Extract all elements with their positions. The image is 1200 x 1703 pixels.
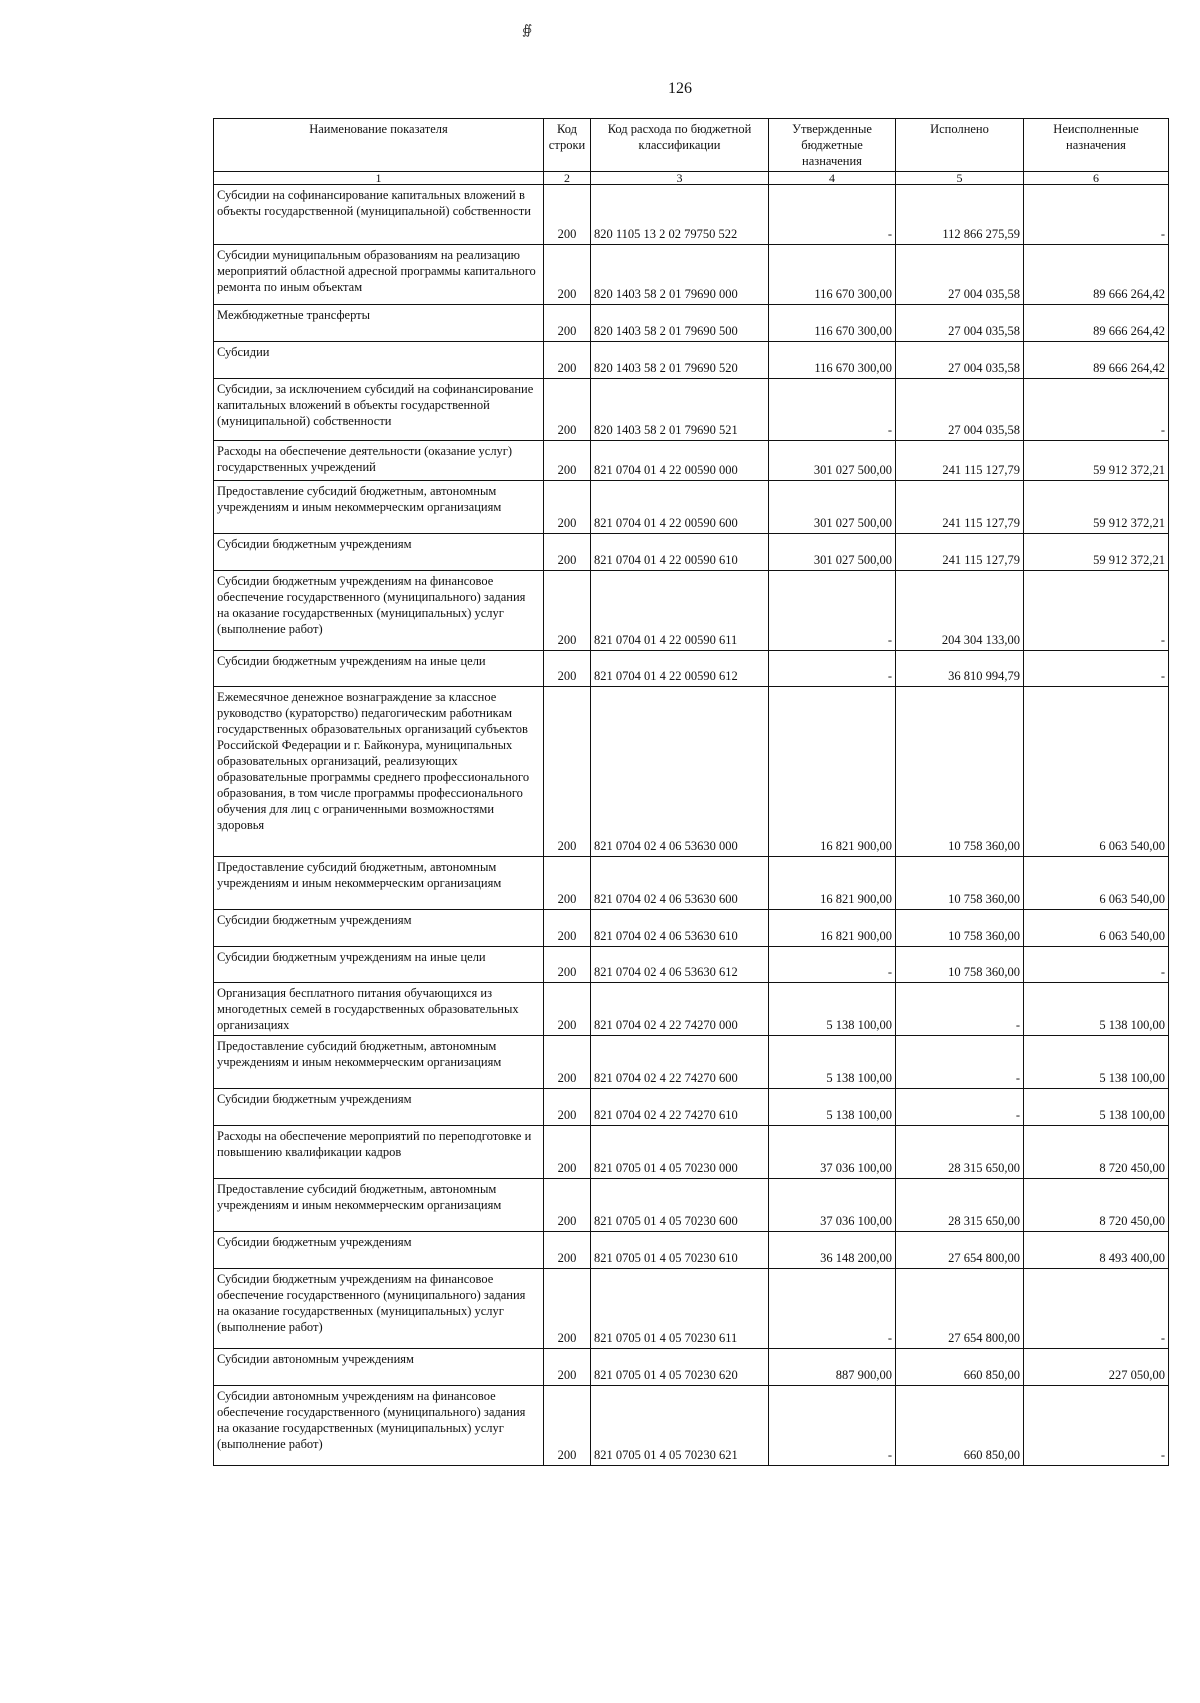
table-row — [214, 185, 1169, 245]
unexecuted-amount-cell: - — [1024, 947, 1169, 983]
table-row — [214, 1386, 1169, 1466]
unexecuted-amount-cell: 59 912 372,21 — [1024, 441, 1169, 481]
approved-amount-cell: - — [769, 379, 896, 441]
indicator-name-cell: Субсидии бюджетным учреждениям — [214, 1232, 544, 1269]
line-code-cell: 200 — [544, 1179, 591, 1232]
budget-code-cell: 821 0704 02 4 22 74270 610 — [591, 1089, 769, 1126]
unexecuted-amount-cell: 59 912 372,21 — [1024, 481, 1169, 534]
indicator-name-cell: Предоставление субсидий бюджетным, автономным учреждениям и иным некоммерческим организациям — [214, 481, 544, 534]
approved-amount-cell: 36 148 200,00 — [769, 1232, 896, 1269]
line-code-cell: 200 — [544, 379, 591, 441]
budget-code-cell: 820 1403 58 2 01 79690 521 — [591, 379, 769, 441]
indicator-name-cell: Субсидии бюджетным учреждениям — [214, 534, 544, 571]
line-code-cell: 200 — [544, 687, 591, 857]
column-number: 3 — [591, 172, 769, 185]
line-code-cell: 200 — [544, 534, 591, 571]
table-row — [214, 305, 1169, 342]
table-row — [214, 947, 1169, 983]
executed-amount-cell: 27 004 035,58 — [896, 379, 1024, 441]
budget-code-cell: 820 1403 58 2 01 79690 500 — [591, 305, 769, 342]
column-number: 5 — [896, 172, 1024, 185]
unexecuted-amount-cell: 59 912 372,21 — [1024, 534, 1169, 571]
table-row — [214, 534, 1169, 571]
indicator-name-cell: Субсидии бюджетным учреждениям — [214, 910, 544, 947]
approved-amount-cell: 301 027 500,00 — [769, 481, 896, 534]
line-code-cell: 200 — [544, 947, 591, 983]
line-code-cell: 200 — [544, 910, 591, 947]
budget-execution-table — [213, 118, 1169, 1466]
executed-amount-cell: 204 304 133,00 — [896, 571, 1024, 651]
table-row — [214, 687, 1169, 857]
budget-code-cell: 821 0705 01 4 05 70230 600 — [591, 1179, 769, 1232]
executed-amount-cell: 241 115 127,79 — [896, 441, 1024, 481]
line-code-cell: 200 — [544, 651, 591, 687]
line-code-cell: 200 — [544, 1386, 591, 1466]
budget-code-cell: 820 1403 58 2 01 79690 520 — [591, 342, 769, 379]
unexecuted-amount-cell: 8 493 400,00 — [1024, 1232, 1169, 1269]
budget-code-cell: 821 0704 02 4 06 53630 600 — [591, 857, 769, 910]
indicator-name-cell: Субсидии автономным учреждениям — [214, 1349, 544, 1386]
budget-code-cell: 821 0704 01 4 22 00590 610 — [591, 534, 769, 571]
budget-code-cell: 821 0704 01 4 22 00590 600 — [591, 481, 769, 534]
executed-amount-cell: 660 850,00 — [896, 1349, 1024, 1386]
table-row — [214, 342, 1169, 379]
executed-amount-cell: - — [896, 983, 1024, 1036]
line-code-cell: 200 — [544, 305, 591, 342]
unexecuted-amount-cell: - — [1024, 185, 1169, 245]
executed-amount-cell: 660 850,00 — [896, 1386, 1024, 1466]
line-code-cell: 200 — [544, 1089, 591, 1126]
approved-amount-cell: 37 036 100,00 — [769, 1126, 896, 1179]
indicator-name-cell: Субсидии муниципальным образованиям на реализацию мероприятий областной адресной программы капитального ремонта по иным объектам — [214, 245, 544, 305]
budget-code-cell: 821 0704 02 4 22 74270 000 — [591, 983, 769, 1036]
table-row — [214, 1232, 1169, 1269]
column-number: 6 — [1024, 172, 1169, 185]
approved-amount-cell: 5 138 100,00 — [769, 983, 896, 1036]
unexecuted-amount-cell: 5 138 100,00 — [1024, 983, 1169, 1036]
table-row — [214, 245, 1169, 305]
executed-amount-cell: 27 004 035,58 — [896, 245, 1024, 305]
budget-code-cell: 821 0705 01 4 05 70230 611 — [591, 1269, 769, 1349]
approved-amount-cell: - — [769, 947, 896, 983]
table-row — [214, 379, 1169, 441]
line-code-cell: 200 — [544, 441, 591, 481]
unexecuted-amount-cell: 8 720 450,00 — [1024, 1126, 1169, 1179]
approved-amount-cell: 5 138 100,00 — [769, 1036, 896, 1089]
indicator-name-cell: Предоставление субсидий бюджетным, автономным учреждениям и иным некоммерческим организациям — [214, 1036, 544, 1089]
header-row — [214, 119, 1169, 172]
approved-amount-cell: 116 670 300,00 — [769, 305, 896, 342]
approved-amount-cell: 16 821 900,00 — [769, 687, 896, 857]
approved-amount-cell: 16 821 900,00 — [769, 857, 896, 910]
budget-code-cell: 820 1403 58 2 01 79690 000 — [591, 245, 769, 305]
table-row — [214, 441, 1169, 481]
indicator-name-cell: Субсидии, за исключением субсидий на софинансирование капитальных вложений в объекты государственной (муниципальной) собственности — [214, 379, 544, 441]
table-row — [214, 481, 1169, 534]
unexecuted-amount-cell: 5 138 100,00 — [1024, 1089, 1169, 1126]
executed-amount-cell: 27 654 800,00 — [896, 1232, 1024, 1269]
approved-amount-cell: - — [769, 185, 896, 245]
line-code-cell: 200 — [544, 1126, 591, 1179]
table-row — [214, 983, 1169, 1036]
approved-amount-cell: 5 138 100,00 — [769, 1089, 896, 1126]
header-line-code: Код строки — [544, 119, 591, 172]
indicator-name-cell: Ежемесячное денежное вознаграждение за классное руководство (кураторство) педагогическим работникам государственных образовательных организаций субъектов Российской Федерации и г. Байконура, муниципальных образовательных организаций, реализующих образовательные программы среднего профессионального образования, в том числе программы профессионального обучения для лиц с ограниченными возможностями здоровья — [214, 687, 544, 857]
budget-code-cell: 821 0705 01 4 05 70230 000 — [591, 1126, 769, 1179]
table-row — [214, 651, 1169, 687]
table-row — [214, 1269, 1169, 1349]
unexecuted-amount-cell: 89 666 264,42 — [1024, 245, 1169, 305]
table-body — [214, 185, 1169, 1466]
indicator-name-cell: Субсидии бюджетным учреждениям на иные цели — [214, 947, 544, 983]
header-approved: Утвержденные бюджетные назначения — [769, 119, 896, 172]
unexecuted-amount-cell: 6 063 540,00 — [1024, 910, 1169, 947]
line-code-cell: 200 — [544, 983, 591, 1036]
executed-amount-cell: 27 004 035,58 — [896, 342, 1024, 379]
unexecuted-amount-cell: 8 720 450,00 — [1024, 1179, 1169, 1232]
header-executed: Исполнено — [896, 119, 1024, 172]
unexecuted-amount-cell: 89 666 264,42 — [1024, 305, 1169, 342]
line-code-cell: 200 — [544, 1269, 591, 1349]
budget-code-cell: 821 0704 01 4 22 00590 612 — [591, 651, 769, 687]
indicator-name-cell: Субсидии бюджетным учреждениям — [214, 1089, 544, 1126]
unexecuted-amount-cell: 6 063 540,00 — [1024, 857, 1169, 910]
table-row — [214, 1036, 1169, 1089]
budget-code-cell: 821 0704 02 4 06 53630 000 — [591, 687, 769, 857]
line-code-cell: 200 — [544, 1232, 591, 1269]
indicator-name-cell: Расходы на обеспечение деятельности (оказание услуг) государственных учреждений — [214, 441, 544, 481]
unexecuted-amount-cell: 89 666 264,42 — [1024, 342, 1169, 379]
executed-amount-cell: 27 654 800,00 — [896, 1269, 1024, 1349]
executed-amount-cell: 241 115 127,79 — [896, 534, 1024, 571]
margin-mark: ∯ — [522, 22, 533, 37]
executed-amount-cell: 241 115 127,79 — [896, 481, 1024, 534]
indicator-name-cell: Субсидии бюджетным учреждениям на финансовое обеспечение государственного (муниципального) задания на оказание государственных (муниципальных) услуг (выполнение работ) — [214, 571, 544, 651]
approved-amount-cell: - — [769, 1386, 896, 1466]
indicator-name-cell: Предоставление субсидий бюджетным, автономным учреждениям и иным некоммерческим организациям — [214, 857, 544, 910]
line-code-cell: 200 — [544, 481, 591, 534]
line-code-cell: 200 — [544, 857, 591, 910]
table-row — [214, 1179, 1169, 1232]
indicator-name-cell: Межбюджетные трансферты — [214, 305, 544, 342]
line-code-cell: 200 — [544, 1036, 591, 1089]
page-number: 126 — [668, 80, 692, 97]
indicator-name-cell: Субсидии — [214, 342, 544, 379]
unexecuted-amount-cell: - — [1024, 379, 1169, 441]
indicator-name-cell: Субсидии на софинансирование капитальных вложений в объекты государственной (муниципальной) собственности — [214, 185, 544, 245]
approved-amount-cell: 301 027 500,00 — [769, 441, 896, 481]
indicator-name-cell: Субсидии автономным учреждениям на финансовое обеспечение государственного (муниципального) задания на оказание государственных (муниципальных) услуг (выполнение работ) — [214, 1386, 544, 1466]
unexecuted-amount-cell: 5 138 100,00 — [1024, 1036, 1169, 1089]
indicator-name-cell: Организация бесплатного питания обучающихся из многодетных семей в государственных образовательных организациях — [214, 983, 544, 1036]
unexecuted-amount-cell: - — [1024, 651, 1169, 687]
column-number: 1 — [214, 172, 544, 185]
approved-amount-cell: 887 900,00 — [769, 1349, 896, 1386]
line-code-cell: 200 — [544, 342, 591, 379]
table-row — [214, 857, 1169, 910]
budget-code-cell: 821 0705 01 4 05 70230 621 — [591, 1386, 769, 1466]
column-number: 2 — [544, 172, 591, 185]
indicator-name-cell: Субсидии бюджетным учреждениям на иные цели — [214, 651, 544, 687]
budget-code-cell: 820 1105 13 2 02 79750 522 — [591, 185, 769, 245]
table-row — [214, 910, 1169, 947]
executed-amount-cell: 27 004 035,58 — [896, 305, 1024, 342]
table-row — [214, 1126, 1169, 1179]
table-row — [214, 571, 1169, 651]
table-row — [214, 1089, 1169, 1126]
unexecuted-amount-cell: 227 050,00 — [1024, 1349, 1169, 1386]
executed-amount-cell: 28 315 650,00 — [896, 1179, 1024, 1232]
budget-code-cell: 821 0704 01 4 22 00590 000 — [591, 441, 769, 481]
approved-amount-cell: 301 027 500,00 — [769, 534, 896, 571]
budget-code-cell: 821 0704 02 4 22 74270 600 — [591, 1036, 769, 1089]
executed-amount-cell: 112 866 275,59 — [896, 185, 1024, 245]
budget-code-cell: 821 0704 01 4 22 00590 611 — [591, 571, 769, 651]
approved-amount-cell: 37 036 100,00 — [769, 1179, 896, 1232]
indicator-name-cell: Субсидии бюджетным учреждениям на финансовое обеспечение государственного (муниципального) задания на оказание государственных (муниципальных) услуг (выполнение работ) — [214, 1269, 544, 1349]
executed-amount-cell: - — [896, 1089, 1024, 1126]
indicator-name-cell: Расходы на обеспечение мероприятий по переподготовке и повышению квалификации кадров — [214, 1126, 544, 1179]
approved-amount-cell: - — [769, 1269, 896, 1349]
budget-code-cell: 821 0704 02 4 06 53630 610 — [591, 910, 769, 947]
header-indicator-name: Наименование показателя — [214, 119, 544, 172]
line-code-cell: 200 — [544, 571, 591, 651]
approved-amount-cell: 116 670 300,00 — [769, 245, 896, 305]
line-code-cell: 200 — [544, 1349, 591, 1386]
unexecuted-amount-cell: - — [1024, 571, 1169, 651]
column-number: 4 — [769, 172, 896, 185]
executed-amount-cell: 10 758 360,00 — [896, 687, 1024, 857]
executed-amount-cell: 10 758 360,00 — [896, 947, 1024, 983]
executed-amount-cell: 36 810 994,79 — [896, 651, 1024, 687]
table-row — [214, 1349, 1169, 1386]
unexecuted-amount-cell: - — [1024, 1269, 1169, 1349]
unexecuted-amount-cell: 6 063 540,00 — [1024, 687, 1169, 857]
column-number-row — [214, 172, 1169, 185]
executed-amount-cell: - — [896, 1036, 1024, 1089]
executed-amount-cell: 10 758 360,00 — [896, 857, 1024, 910]
budget-code-cell: 821 0705 01 4 05 70230 620 — [591, 1349, 769, 1386]
line-code-cell: 200 — [544, 185, 591, 245]
budget-code-cell: 821 0704 02 4 06 53630 612 — [591, 947, 769, 983]
line-code-cell: 200 — [544, 245, 591, 305]
approved-amount-cell: - — [769, 571, 896, 651]
executed-amount-cell: 10 758 360,00 — [896, 910, 1024, 947]
approved-amount-cell: 16 821 900,00 — [769, 910, 896, 947]
indicator-name-cell: Предоставление субсидий бюджетным, автономным учреждениям и иным некоммерческим организациям — [214, 1179, 544, 1232]
budget-code-cell: 821 0705 01 4 05 70230 610 — [591, 1232, 769, 1269]
approved-amount-cell: - — [769, 651, 896, 687]
header-budget-code: Код расхода по бюджетной классификации — [591, 119, 769, 172]
header-unexecuted: Неисполненные назначения — [1024, 119, 1169, 172]
unexecuted-amount-cell: - — [1024, 1386, 1169, 1466]
executed-amount-cell: 28 315 650,00 — [896, 1126, 1024, 1179]
approved-amount-cell: 116 670 300,00 — [769, 342, 896, 379]
